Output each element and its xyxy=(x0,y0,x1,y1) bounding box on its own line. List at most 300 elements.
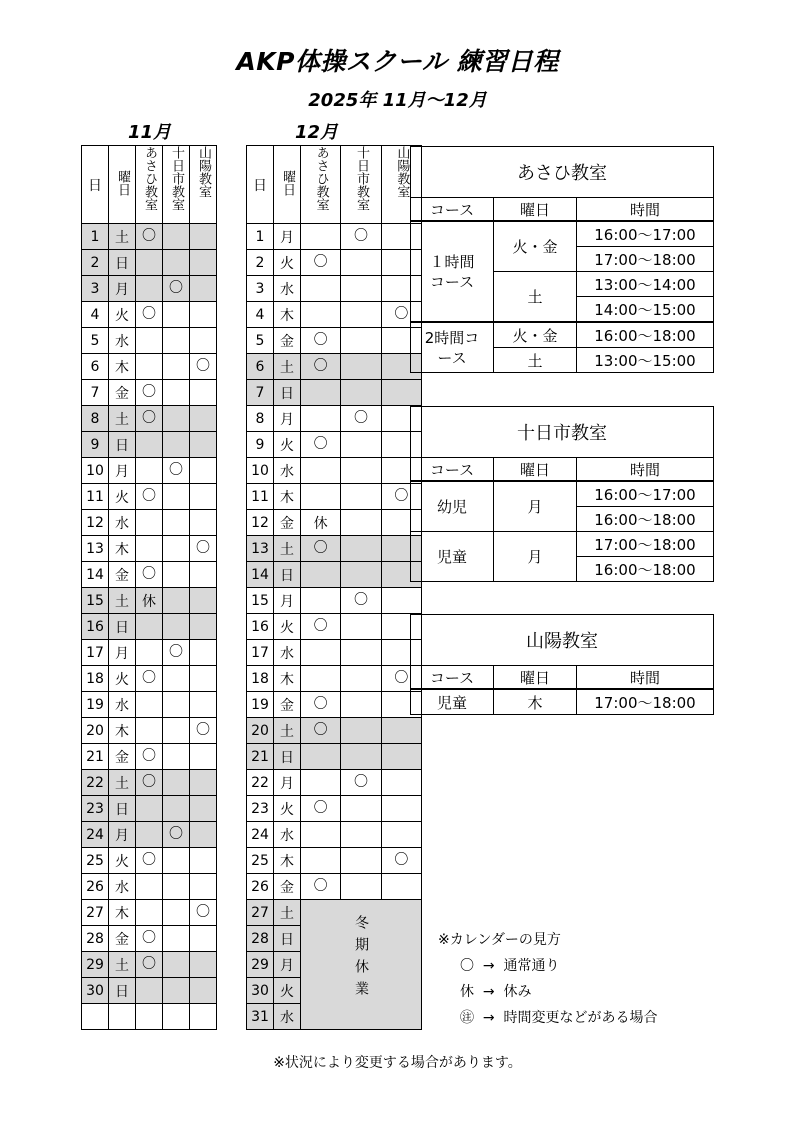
course-time: 16:00～18:00 xyxy=(577,322,714,348)
course-day: 月 xyxy=(494,481,577,532)
weekday-cell: 土 xyxy=(274,718,301,744)
weekday-cell: 月 xyxy=(274,588,301,614)
day-cell: 21 xyxy=(82,744,109,770)
calendar-row xyxy=(247,874,422,900)
col-weekday: 曜日 xyxy=(494,666,577,690)
sanyo-cell xyxy=(190,432,217,458)
weekday-cell: 木 xyxy=(274,484,301,510)
course-time: 16:00～18:00 xyxy=(577,507,714,532)
header-asahi: あさひ教室 xyxy=(136,146,163,224)
course-name: 2時間コース xyxy=(411,322,494,373)
calendar-row xyxy=(82,744,217,770)
calendar-row xyxy=(247,900,422,926)
header-tokamachi: 十日市教室 xyxy=(163,146,190,224)
calendar-row xyxy=(247,796,422,822)
day-cell: 8 xyxy=(247,406,274,432)
header-day: 日 xyxy=(82,146,109,224)
course-name: 児童 xyxy=(411,532,494,582)
tokamachi-cell: 〇 xyxy=(341,224,381,250)
asahi-cell: 〇 xyxy=(301,432,341,458)
calendar-row xyxy=(247,250,422,276)
tokamachi-cell: 〇 xyxy=(163,458,190,484)
weekday-cell: 火 xyxy=(274,978,301,1004)
day-cell: 8 xyxy=(82,406,109,432)
november-label: 11月 xyxy=(128,122,172,143)
calendar-row xyxy=(247,848,422,874)
tokamachi-cell xyxy=(341,718,381,744)
day-cell: 20 xyxy=(82,718,109,744)
weekday-cell: 水 xyxy=(274,640,301,666)
day-cell: 9 xyxy=(247,432,274,458)
sanyo-cell xyxy=(381,796,421,822)
weekday-cell: 火 xyxy=(109,302,136,328)
weekday-cell: 日 xyxy=(109,614,136,640)
weekday-cell: 土 xyxy=(274,900,301,926)
course-day: 土 xyxy=(494,272,577,323)
day-cell: 4 xyxy=(247,302,274,328)
tokamachi-cell xyxy=(341,874,381,900)
page-subtitle: 2025年 11月～12月 xyxy=(308,90,487,111)
calendar-row xyxy=(247,666,422,692)
tokamachi-cell xyxy=(163,250,190,276)
calendar-row xyxy=(247,718,422,744)
day-cell: 24 xyxy=(247,822,274,848)
tokamachi-cell xyxy=(341,822,381,848)
asahi-cell xyxy=(301,588,341,614)
day-cell: 23 xyxy=(82,796,109,822)
day-cell: 2 xyxy=(82,250,109,276)
asahi-cell: 〇 xyxy=(136,562,163,588)
tokamachi-cell xyxy=(341,848,381,874)
day-cell: 18 xyxy=(82,666,109,692)
day-cell: 27 xyxy=(247,900,274,926)
weekday-cell: 日 xyxy=(109,250,136,276)
asahi-cell xyxy=(136,796,163,822)
asahi-cell: 〇 xyxy=(301,536,341,562)
calendar-row xyxy=(247,380,422,406)
sanyo-title: 山陽教室 xyxy=(411,615,714,666)
day-cell: 18 xyxy=(247,666,274,692)
asahi-cell: 〇 xyxy=(301,614,341,640)
tokamachi-cell xyxy=(341,744,381,770)
tokamachi-cell xyxy=(163,1004,190,1030)
calendar-row xyxy=(82,562,217,588)
calendar-row xyxy=(82,692,217,718)
tokamachi-cell xyxy=(341,432,381,458)
asahi-cell xyxy=(301,848,341,874)
weekday-cell: 水 xyxy=(109,874,136,900)
sanyo-cell: 〇 xyxy=(190,536,217,562)
weekday-cell: 日 xyxy=(274,926,301,952)
tokamachi-cell: 〇 xyxy=(163,640,190,666)
calendar-row xyxy=(247,822,422,848)
asahi-cell xyxy=(136,822,163,848)
tokamachi-cell xyxy=(163,562,190,588)
asahi-cell xyxy=(136,718,163,744)
tokamachi-cell xyxy=(163,692,190,718)
tokamachi-cell xyxy=(341,328,381,354)
weekday-cell: 日 xyxy=(274,380,301,406)
asahi-cell xyxy=(136,1004,163,1030)
sanyo-cell xyxy=(190,1004,217,1030)
weekday-cell: 土 xyxy=(109,224,136,250)
calendar-row xyxy=(82,874,217,900)
day-cell: 4 xyxy=(82,302,109,328)
tokamachi-cell xyxy=(341,640,381,666)
tokamachi-cell xyxy=(163,536,190,562)
winter-break: 冬期休業 xyxy=(301,900,422,1030)
sanyo-cell: 〇 xyxy=(381,302,421,328)
tokamachi-cell xyxy=(163,796,190,822)
asahi-cell xyxy=(136,536,163,562)
day-cell: 30 xyxy=(247,978,274,1004)
weekday-cell: 金 xyxy=(274,510,301,536)
day-cell: 26 xyxy=(82,874,109,900)
calendar-row xyxy=(82,484,217,510)
day-cell: 13 xyxy=(247,536,274,562)
tokamachi-schedule xyxy=(410,406,714,582)
sanyo-cell xyxy=(190,302,217,328)
tokamachi-cell xyxy=(163,406,190,432)
calendar-row xyxy=(82,926,217,952)
asahi-cell xyxy=(136,328,163,354)
legend-title: ※カレンダーの見方 xyxy=(438,932,561,948)
header-tokamachi: 十日市教室 xyxy=(341,146,381,224)
calendar-row xyxy=(82,354,217,380)
header-sanyo: 山陽教室 xyxy=(190,146,217,224)
sanyo-cell: 〇 xyxy=(381,848,421,874)
day-cell: 20 xyxy=(247,718,274,744)
day-cell: 6 xyxy=(247,354,274,380)
tokamachi-cell: 〇 xyxy=(341,770,381,796)
footer-note: ※状況により変更する場合があります。 xyxy=(273,1055,522,1071)
course-day: 土 xyxy=(494,348,577,373)
day-cell: 10 xyxy=(247,458,274,484)
day-cell: 6 xyxy=(82,354,109,380)
asahi-cell xyxy=(136,276,163,302)
asahi-cell: 〇 xyxy=(301,874,341,900)
weekday-cell: 金 xyxy=(109,380,136,406)
day-cell: 12 xyxy=(82,510,109,536)
day-cell xyxy=(82,1004,109,1030)
course-day: 火・金 xyxy=(494,322,577,348)
sanyo-cell xyxy=(190,588,217,614)
day-cell: 30 xyxy=(82,978,109,1004)
calendar-row xyxy=(82,250,217,276)
asahi-cell xyxy=(301,484,341,510)
asahi-cell xyxy=(136,692,163,718)
asahi-title: あさひ教室 xyxy=(411,147,714,198)
weekday-cell: 土 xyxy=(109,588,136,614)
weekday-cell: 水 xyxy=(274,1004,301,1030)
day-cell: 9 xyxy=(82,432,109,458)
tokamachi-title: 十日市教室 xyxy=(411,407,714,458)
tokamachi-cell xyxy=(163,224,190,250)
day-cell: 5 xyxy=(247,328,274,354)
calendar-row xyxy=(247,536,422,562)
sanyo-cell xyxy=(381,874,421,900)
day-cell: 21 xyxy=(247,744,274,770)
tokamachi-cell: 〇 xyxy=(341,588,381,614)
sanyo-cell xyxy=(190,380,217,406)
sanyo-cell xyxy=(190,848,217,874)
tokamachi-cell xyxy=(341,458,381,484)
calendar-row xyxy=(247,692,422,718)
weekday-cell: 金 xyxy=(109,562,136,588)
sanyo-cell xyxy=(190,276,217,302)
course-time: 17:00～18:00 xyxy=(577,689,714,715)
course-time: 16:00～18:00 xyxy=(577,557,714,582)
december-calendar xyxy=(246,145,422,1030)
asahi-cell: 〇 xyxy=(301,692,341,718)
sanyo-cell xyxy=(190,666,217,692)
asahi-cell: 〇 xyxy=(301,718,341,744)
course-name: １時間コース xyxy=(411,221,494,322)
sanyo-schedule xyxy=(410,614,714,715)
day-cell: 13 xyxy=(82,536,109,562)
day-cell: 23 xyxy=(247,796,274,822)
asahi-cell xyxy=(136,874,163,900)
day-cell: 25 xyxy=(82,848,109,874)
calendar-row xyxy=(82,1004,217,1030)
asahi-cell: 〇 xyxy=(301,796,341,822)
calendar-row xyxy=(247,302,422,328)
course-name: 児童 xyxy=(411,689,494,715)
weekday-cell: 土 xyxy=(109,406,136,432)
calendar-row xyxy=(247,614,422,640)
tokamachi-cell xyxy=(341,614,381,640)
calendar-row xyxy=(247,328,422,354)
calendar-row xyxy=(82,536,217,562)
day-cell: 26 xyxy=(247,874,274,900)
calendar-row xyxy=(82,432,217,458)
day-cell: 15 xyxy=(82,588,109,614)
asahi-cell: 〇 xyxy=(136,406,163,432)
sanyo-cell xyxy=(381,380,421,406)
weekday-cell: 月 xyxy=(109,640,136,666)
asahi-cell xyxy=(301,822,341,848)
sanyo-cell xyxy=(190,562,217,588)
calendar-row xyxy=(82,822,217,848)
weekday-cell: 金 xyxy=(109,744,136,770)
calendar-row xyxy=(82,796,217,822)
calendar-row xyxy=(247,406,422,432)
col-weekday: 曜日 xyxy=(494,198,577,222)
sanyo-cell xyxy=(381,770,421,796)
sanyo-cell xyxy=(190,952,217,978)
col-course: コース xyxy=(411,198,494,222)
sanyo-cell xyxy=(190,978,217,1004)
day-cell: 28 xyxy=(247,926,274,952)
sanyo-cell xyxy=(190,770,217,796)
weekday-cell: 日 xyxy=(274,562,301,588)
weekday-cell: 火 xyxy=(109,848,136,874)
asahi-cell xyxy=(301,770,341,796)
asahi-cell xyxy=(301,380,341,406)
day-cell: 27 xyxy=(82,900,109,926)
day-cell: 7 xyxy=(82,380,109,406)
course-day: 木 xyxy=(494,689,577,715)
tokamachi-cell: 〇 xyxy=(163,822,190,848)
asahi-cell: 〇 xyxy=(136,484,163,510)
tokamachi-cell xyxy=(163,484,190,510)
day-cell: 1 xyxy=(82,224,109,250)
weekday-cell: 火 xyxy=(274,250,301,276)
sanyo-cell xyxy=(190,692,217,718)
day-cell: 16 xyxy=(247,614,274,640)
weekday-cell: 火 xyxy=(109,666,136,692)
sanyo-cell: 〇 xyxy=(190,718,217,744)
tokamachi-cell xyxy=(341,562,381,588)
day-cell: 17 xyxy=(82,640,109,666)
calendar-row xyxy=(247,432,422,458)
col-time: 時間 xyxy=(577,666,714,690)
day-cell: 29 xyxy=(82,952,109,978)
weekday-cell: 木 xyxy=(109,718,136,744)
course-time: 16:00～17:00 xyxy=(577,221,714,247)
tokamachi-cell xyxy=(163,978,190,1004)
course-time: 13:00～15:00 xyxy=(577,348,714,373)
col-course: コース xyxy=(411,666,494,690)
sanyo-cell: 〇 xyxy=(381,484,421,510)
weekday-cell: 金 xyxy=(274,692,301,718)
november-calendar xyxy=(81,145,217,1030)
asahi-cell xyxy=(136,354,163,380)
calendar-row xyxy=(82,640,217,666)
asahi-cell xyxy=(136,614,163,640)
calendar-row xyxy=(247,640,422,666)
sanyo-cell xyxy=(381,822,421,848)
calendar-row xyxy=(247,224,422,250)
calendar-row xyxy=(247,770,422,796)
tokamachi-cell xyxy=(163,328,190,354)
asahi-cell xyxy=(301,302,341,328)
asahi-cell: 〇 xyxy=(136,666,163,692)
calendar-row xyxy=(82,770,217,796)
day-cell: 28 xyxy=(82,926,109,952)
course-name: 幼児 xyxy=(411,481,494,532)
day-cell: 29 xyxy=(247,952,274,978)
tokamachi-cell xyxy=(341,380,381,406)
asahi-cell xyxy=(136,510,163,536)
course-time: 17:00～18:00 xyxy=(577,532,714,557)
tokamachi-cell xyxy=(341,666,381,692)
weekday-cell: 日 xyxy=(274,744,301,770)
calendar-row xyxy=(82,718,217,744)
weekday-cell: 金 xyxy=(274,328,301,354)
sanyo-cell xyxy=(190,328,217,354)
calendar-row xyxy=(82,614,217,640)
weekday-cell: 月 xyxy=(274,406,301,432)
header-asahi: あさひ教室 xyxy=(301,146,341,224)
day-cell: 16 xyxy=(82,614,109,640)
col-course: コース xyxy=(411,458,494,482)
weekday-cell: 月 xyxy=(109,458,136,484)
tokamachi-cell xyxy=(341,796,381,822)
sanyo-cell xyxy=(190,250,217,276)
calendar-row xyxy=(82,380,217,406)
course-time: 17:00～18:00 xyxy=(577,247,714,272)
day-cell: 2 xyxy=(247,250,274,276)
calendar-row xyxy=(82,510,217,536)
weekday-cell: 月 xyxy=(274,952,301,978)
weekday-cell: 日 xyxy=(109,796,136,822)
asahi-cell: 〇 xyxy=(136,848,163,874)
legend xyxy=(438,927,658,1031)
weekday-cell: 水 xyxy=(109,692,136,718)
col-weekday: 曜日 xyxy=(494,458,577,482)
weekday-cell: 月 xyxy=(274,224,301,250)
tokamachi-cell: 〇 xyxy=(163,276,190,302)
weekday-cell: 土 xyxy=(109,770,136,796)
day-cell: 19 xyxy=(247,692,274,718)
tokamachi-cell xyxy=(163,510,190,536)
asahi-cell: 〇 xyxy=(136,744,163,770)
weekday-cell: 土 xyxy=(109,952,136,978)
asahi-cell: 〇 xyxy=(136,224,163,250)
sanyo-cell: 〇 xyxy=(190,354,217,380)
weekday-cell: 土 xyxy=(274,536,301,562)
weekday-cell: 日 xyxy=(109,978,136,1004)
weekday-cell: 月 xyxy=(109,822,136,848)
tokamachi-cell xyxy=(163,614,190,640)
tokamachi-cell xyxy=(341,276,381,302)
course-time: 13:00～14:00 xyxy=(577,272,714,297)
tokamachi-cell xyxy=(341,692,381,718)
day-cell: 31 xyxy=(247,1004,274,1030)
weekday-cell: 火 xyxy=(274,614,301,640)
course-time: 14:00～15:00 xyxy=(577,297,714,323)
tokamachi-cell xyxy=(163,302,190,328)
asahi-cell xyxy=(301,562,341,588)
sanyo-cell xyxy=(190,510,217,536)
tokamachi-cell xyxy=(163,354,190,380)
day-cell: 24 xyxy=(82,822,109,848)
tokamachi-cell xyxy=(341,536,381,562)
calendar-row xyxy=(247,458,422,484)
december-label: 12月 xyxy=(295,122,339,143)
asahi-cell xyxy=(136,250,163,276)
legend-item: 休 → 休み xyxy=(460,984,532,1000)
calendar-row xyxy=(247,744,422,770)
weekday-cell: 木 xyxy=(274,848,301,874)
asahi-cell: 〇 xyxy=(301,328,341,354)
calendar-row xyxy=(82,900,217,926)
day-cell: 5 xyxy=(82,328,109,354)
calendar-row xyxy=(82,276,217,302)
asahi-cell: 〇 xyxy=(136,770,163,796)
tokamachi-cell xyxy=(163,952,190,978)
asahi-cell xyxy=(301,666,341,692)
calendar-row xyxy=(82,224,217,250)
asahi-cell xyxy=(301,276,341,302)
sanyo-cell xyxy=(190,614,217,640)
asahi-cell xyxy=(136,978,163,1004)
day-cell: 3 xyxy=(82,276,109,302)
day-cell: 14 xyxy=(82,562,109,588)
header-sanyo: 山陽教室 xyxy=(381,146,421,224)
weekday-cell: 水 xyxy=(109,510,136,536)
asahi-cell xyxy=(136,432,163,458)
day-cell: 22 xyxy=(82,770,109,796)
weekday-cell: 金 xyxy=(109,926,136,952)
tokamachi-cell: 〇 xyxy=(341,406,381,432)
legend-item: 〇 → 通常通り xyxy=(460,958,560,974)
calendar-row xyxy=(82,406,217,432)
sanyo-cell xyxy=(190,874,217,900)
header-weekday: 曜日 xyxy=(274,146,301,224)
weekday-cell: 月 xyxy=(274,770,301,796)
